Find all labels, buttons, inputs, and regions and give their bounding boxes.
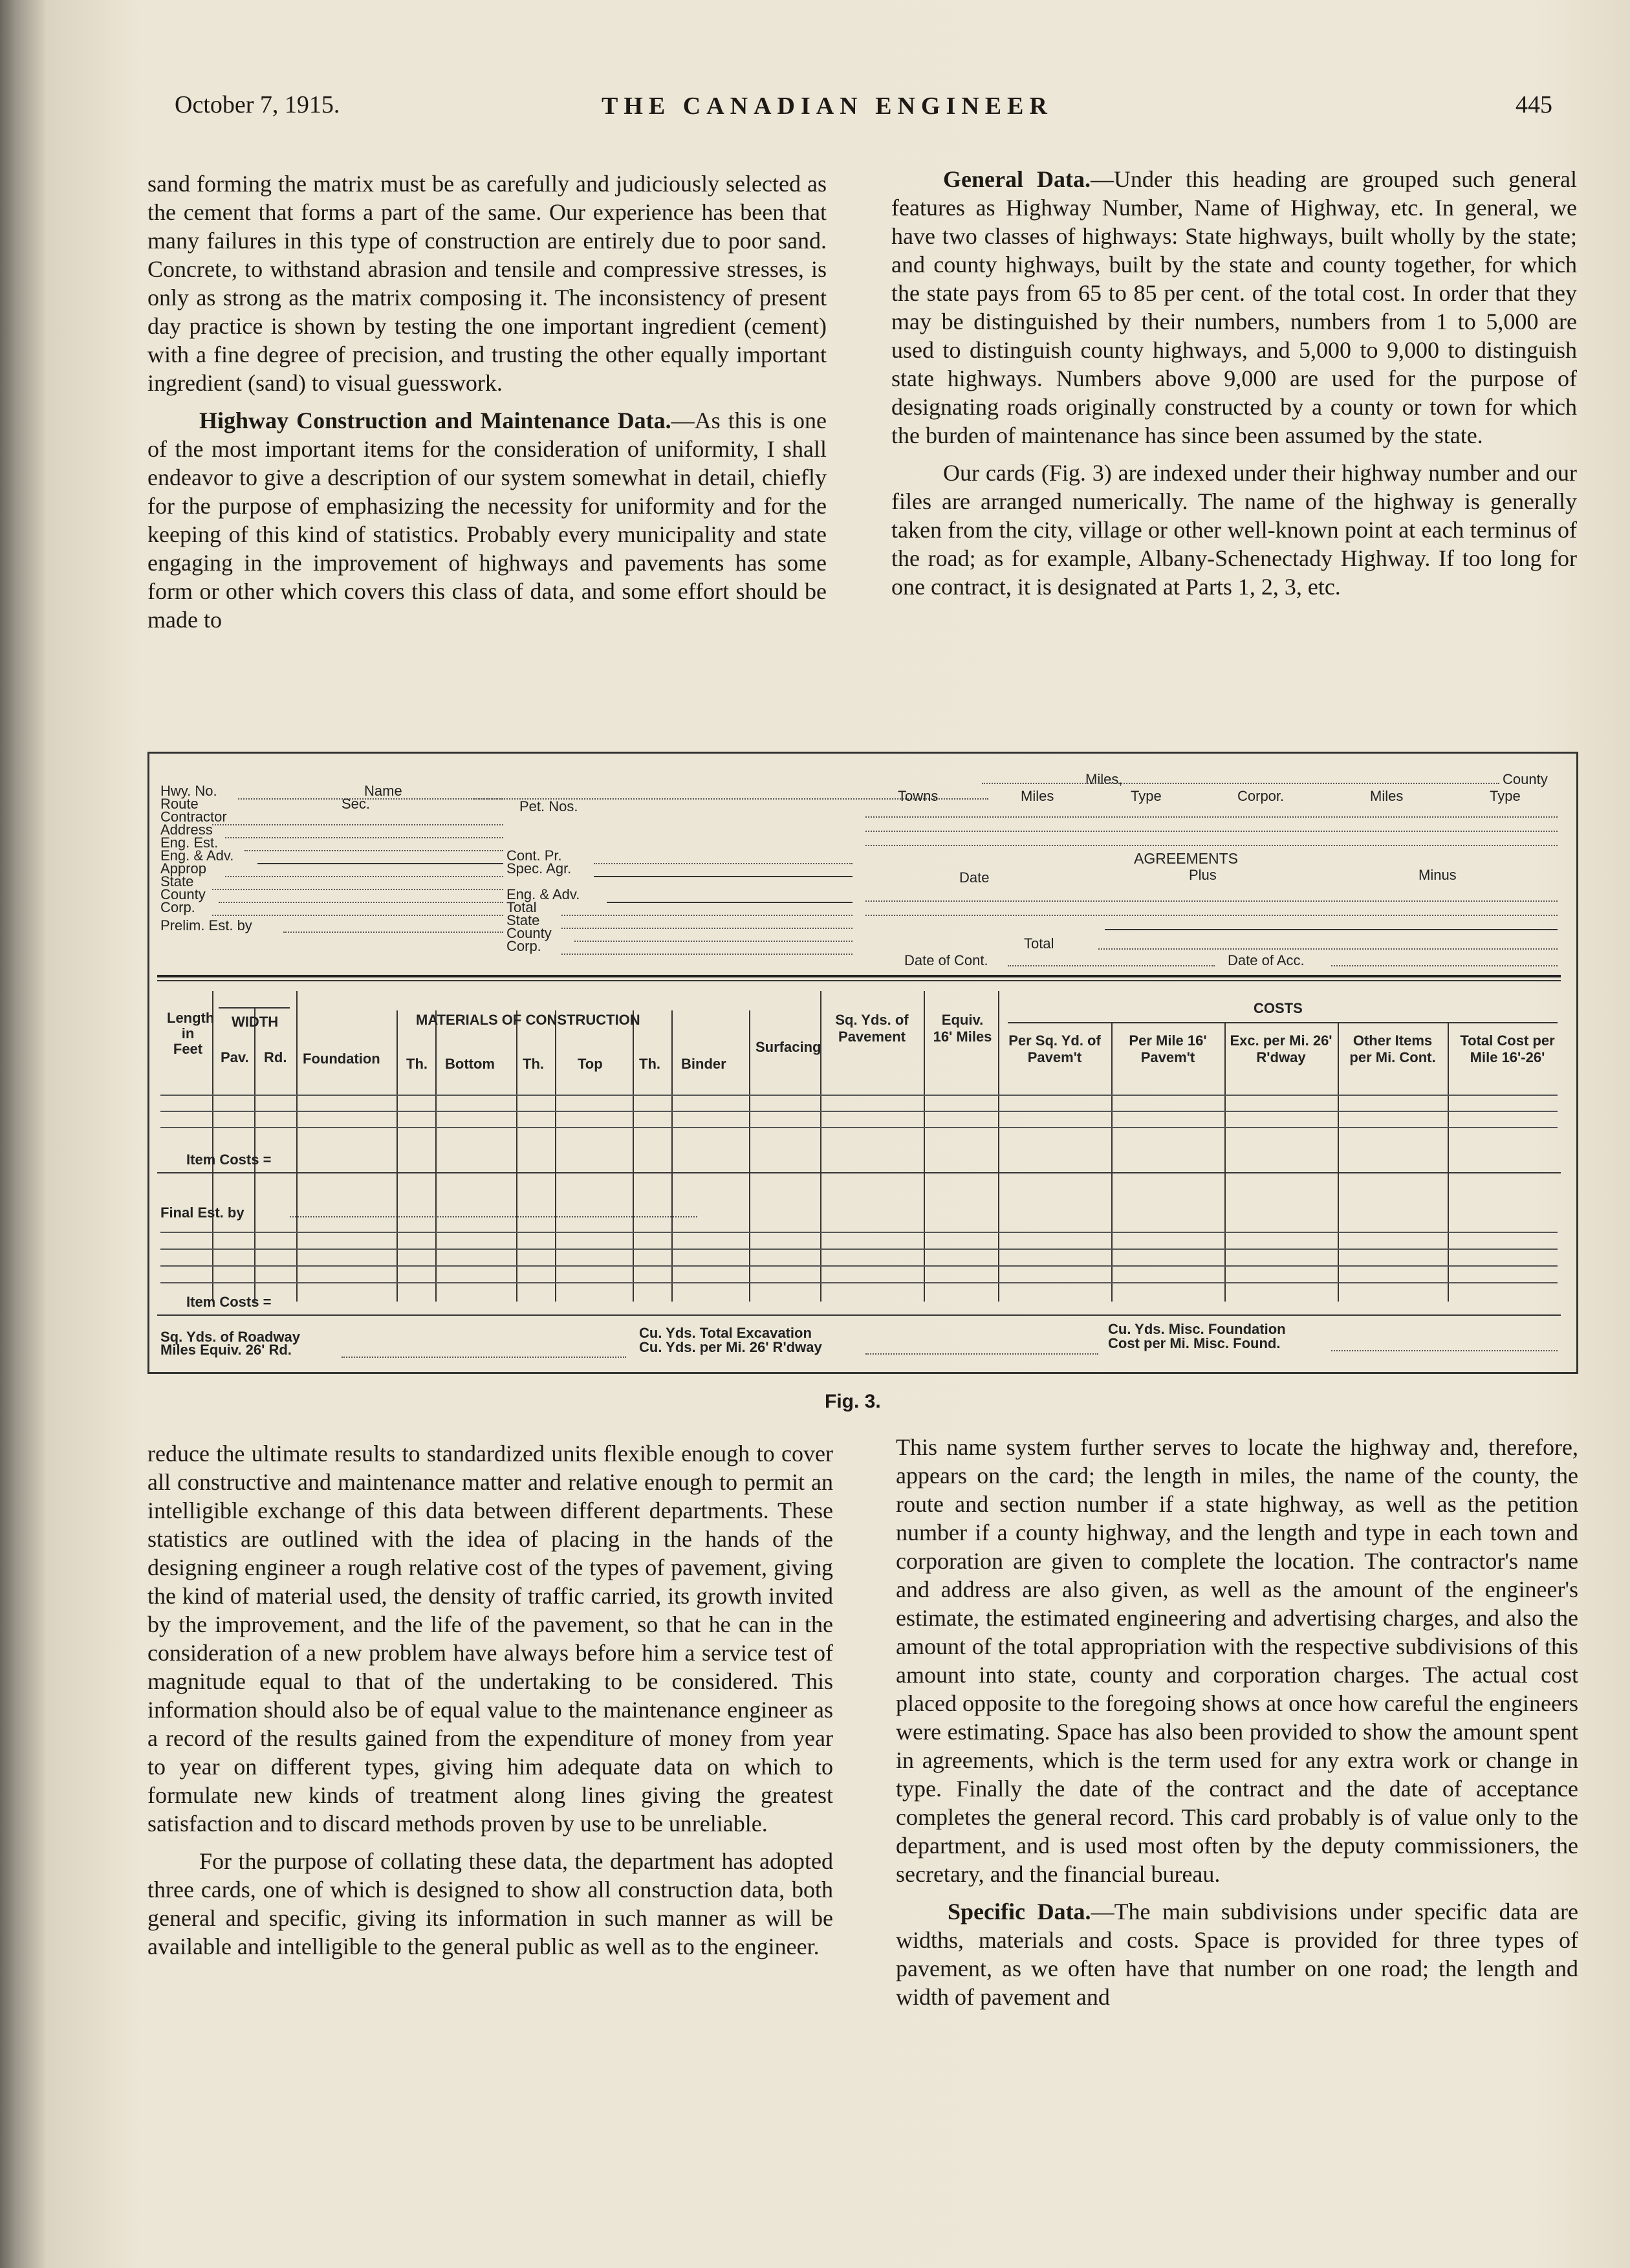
col-costs: COSTS: [1254, 1000, 1303, 1016]
form-label-corp-2: Corp.: [506, 938, 541, 954]
form-label-corp: Corp.: [160, 899, 195, 915]
form-label-miles: Miles: [1021, 788, 1054, 804]
band-rule: [157, 980, 1561, 981]
section-heading: Highway Construction and Maintenance Data.: [199, 408, 671, 433]
form-label-date-of-acc: Date of Acc.: [1228, 952, 1305, 968]
label-cost-per-mi-misc: Cost per Mi. Misc. Found.: [1108, 1335, 1281, 1351]
journal-title: THE CANADIAN ENGINEER: [602, 93, 1053, 120]
page-number: 445: [1516, 91, 1552, 118]
form-label-type: Type: [1131, 788, 1162, 804]
col-total-cost: Total Cost per Mile 16'-26': [1460, 1032, 1555, 1065]
col-width: WIDTH: [232, 1014, 279, 1030]
col-length-in-feet: Length in Feet: [167, 1010, 215, 1057]
column-rule: [1111, 1023, 1113, 1302]
paragraph: This name system further serves to locate the highway and, therefore, appears on the card; the length in miles, the name of the county, the route and section number if a state highway, as well as the petition number if a county highway, and the length and type in each town and corporation are given to complete the location. The contractor's name and address are also given, as well as the amount of the engineer's estimate, the estimated engineering and advertising charges, and also the amount of the total appropriation with the respective subdivisions of this amount into state, county and corporation charges. The actual cost placed opposite to the foregoing shows at once how careful the engineers were estimating. Space has also been provided to show the amount spent in agreements, which is the term used for any extra work or change in type. Finally the date of the contract and the date of acceptance completes the general record. This card probably is of value only to the department, and is used most often by the deputy commissioners, the secretary, and the financial bureau.: [896, 1434, 1578, 1887]
entry-row-line: [160, 1232, 1558, 1233]
band-rule: [157, 1172, 1561, 1173]
right-column-bottom: [896, 1433, 1578, 2011]
label-cu-yds-total-excavation: Cu. Yds. Total Excavation: [639, 1325, 812, 1341]
paragraph: [891, 165, 1577, 450]
fill-line: [865, 831, 1558, 832]
entry-row-line: [160, 1282, 1558, 1283]
form-label-state: State: [160, 873, 194, 889]
col-materials-of-construction: MATERIALS OF CONSTRUCTION: [416, 1012, 640, 1028]
issue-date: October 7, 1915.: [175, 91, 340, 118]
form-label-eng-adv: Eng. & Adv.: [160, 847, 234, 864]
form-label-eng-est: Eng. Est.: [160, 834, 219, 851]
fill-line: [1098, 948, 1558, 950]
paragraph-text: —The main subdivisions under specific data are widths, materials and costs. Space is provided for three types of pavement, as we often have that number on one road; the length and width of pavement and: [896, 1899, 1578, 2010]
book-gutter: [0, 0, 45, 2268]
form-label-eng-adv-2: Eng. & Adv.: [506, 886, 580, 902]
fill-line: [212, 915, 503, 916]
band-rule: [157, 975, 1561, 977]
col-sq-yds-pavement: Sq. Yds. of Pavement: [835, 1012, 909, 1045]
fill-line: [290, 1216, 697, 1217]
left-column-top: [147, 169, 827, 634]
fill-line: [1331, 965, 1558, 966]
col-per-mile: Per Mile 16' Pavem't: [1129, 1032, 1207, 1065]
col-binder: Binder: [681, 1056, 726, 1072]
form-label-type-2: Type: [1490, 788, 1521, 804]
form-label-miles-head: Miles,: [1085, 771, 1123, 787]
fill-line: [574, 941, 853, 942]
item-costs-label: Item Costs =: [186, 1294, 272, 1310]
item-costs-label: Item Costs =: [186, 1151, 272, 1168]
right-column-top: [891, 165, 1577, 601]
form-label-contractor: Contractor: [160, 809, 227, 825]
form-label-address: Address: [160, 822, 213, 838]
fill-line: [865, 816, 1558, 818]
form-label-prelim-est: Prelim. Est. by: [160, 917, 252, 933]
form-label-spec-agr: Spec. Agr.: [506, 860, 572, 877]
band-rule: [157, 1314, 1561, 1316]
fill-line: [257, 863, 503, 864]
col-foundation: Foundation: [303, 1051, 380, 1067]
label-cu-yds-misc-foundation: Cu. Yds. Misc. Foundation: [1108, 1321, 1286, 1337]
col-per-sq-yd: Per Sq. Yd. of Pavem't: [1008, 1032, 1101, 1065]
entry-row-line: [160, 1111, 1558, 1112]
column-rule: [749, 1010, 750, 1302]
fill-line: [283, 932, 503, 933]
form-label-sec: Sec.: [342, 796, 371, 812]
entry-row-line: [160, 1095, 1558, 1096]
final-est-by-label: Final Est. by: [160, 1205, 244, 1221]
fill-line: [865, 845, 1558, 846]
fill-line: [1008, 965, 1215, 966]
label-miles-equiv: Miles Equiv. 26' Rd.: [160, 1342, 292, 1358]
form-label-state-2: State: [506, 912, 540, 928]
form-label-pet-nos: Pet. Nos.: [519, 798, 578, 814]
col-th: Th.: [639, 1056, 660, 1072]
fill-line: [561, 928, 853, 929]
form-label-hwy-no: Hwy. No.: [160, 783, 217, 799]
col-pav: Pav.: [221, 1049, 249, 1065]
col-equiv-miles: Equiv. 16' Miles: [933, 1012, 992, 1045]
fill-line: [865, 915, 1558, 916]
fill-line: [225, 876, 503, 877]
col-other-items: Other Items per Mi. Cont.: [1349, 1032, 1436, 1065]
fill-line: [1331, 1350, 1558, 1351]
label-cu-yds-per-mi: Cu. Yds. per Mi. 26' R'dway: [639, 1339, 822, 1355]
section-heading: General Data.: [943, 166, 1091, 192]
col-surfacing: Surfacing: [755, 1039, 821, 1055]
form-label-county: County: [160, 886, 206, 902]
paragraph-text: —As this is one of the most important items for the consideration of uniformity, I shall endeavor to give a description of our system somewhat in detail, chiefly for the purpose of emphasizing the necessity for uniformity and for the keeping of this kind of statistics. Probably every municipality and state engaging in the improvement of highways and pavements has some form or other which covers this class of data, and some effort should be made to: [147, 408, 827, 633]
paragraph: Our cards (Fig. 3) are indexed under their highway number and our files are arranged numerically. The name of the highway is generally taken from the city, village or other well-known point at each terminus of the road; as for example, Albany-Schenectady Highway. If too long for one contract, it is designated at Parts 1, 2, 3, etc.: [891, 460, 1577, 600]
form-label-approp: Approp: [160, 860, 206, 877]
highway-data-card-form: [147, 752, 1577, 1373]
form-label-towns: Towns: [898, 788, 939, 804]
form-label-total: Total: [506, 899, 537, 915]
col-top: Top: [578, 1056, 603, 1072]
paragraph: reduce the ultimate results to standardized units flexible enough to cover all constructive and maintenance matter and relative enough to permit an intelligible exchange of this data between different departments. These statistics are outlined with the idea of placing in the hands of the designing engineer a rough relative cost of the types of pavement, giving the kind of material used, the density of traffic carried, its growth invited by the improvement, and the life of the pavement, so that he can in the consideration of a new problem have always before him a service test of magnitude equal to that of the undertaking to be considered. This information should also be of equal value to the maintenance engineer as a record of the results gained from the expenditure of money from year to year on different types, giving him adequate data on which to formulate new kinds of treatment along lines giving the greatest satisfaction and to discard methods proven by use to be unreliable.: [147, 1441, 833, 1837]
fill-line: [1105, 929, 1558, 930]
paragraph: [147, 406, 827, 634]
column-rule: [555, 1010, 556, 1302]
col-rd: Rd.: [264, 1049, 287, 1065]
column-rule: [1448, 1023, 1449, 1302]
column-rule: [998, 991, 999, 1302]
form-label-county-head: County: [1503, 771, 1548, 787]
fill-line: [594, 876, 853, 877]
fill-line: [607, 902, 853, 903]
figure-caption: Fig. 3.: [825, 1391, 881, 1412]
entry-row-line: [160, 1248, 1558, 1250]
fill-line: [561, 954, 853, 955]
fill-line: [212, 889, 503, 890]
col-bottom: Bottom: [445, 1056, 495, 1072]
col-exc-per-mi: Exc. per Mi. 26' R'dway: [1230, 1032, 1332, 1065]
form-label-county-2: County: [506, 925, 552, 941]
form-label-miles-2: Miles: [1370, 788, 1404, 804]
col-th: Th.: [406, 1056, 428, 1072]
entry-row-line: [160, 1265, 1558, 1267]
column-rule: [212, 991, 213, 1302]
label-sq-yds-roadway: Sq. Yds. of Roadway: [160, 1329, 300, 1345]
column-rule: [296, 991, 298, 1302]
section-heading: Specific Data.: [948, 1899, 1091, 1925]
fill-line: [212, 824, 503, 825]
paragraph: For the purpose of collating these data, the department has adopted three cards, one of which is designed to show all construction data, both general and specific, giving its information in such manner as will be available and intelligible to the general public as well as to the engineer.: [147, 1848, 833, 1959]
form-label-route: Route: [160, 796, 199, 812]
form-label-date-of-cont: Date of Cont.: [904, 952, 988, 968]
entry-row-line: [160, 1127, 1558, 1128]
fill-line: [225, 837, 503, 838]
form-label-minus: Minus: [1418, 867, 1457, 883]
column-rule: [1338, 1023, 1339, 1302]
column-rule: [671, 1010, 673, 1302]
column-rule: [397, 1010, 398, 1302]
fill-line: [982, 783, 1499, 784]
col-th: Th.: [523, 1056, 544, 1072]
fill-line: [342, 1357, 626, 1358]
column-rule: [1224, 1023, 1226, 1302]
column-rule: [924, 991, 925, 1302]
form-label-date: Date: [959, 869, 990, 886]
fill-line: [865, 900, 1558, 902]
form-label-corpor: Corpor.: [1237, 788, 1285, 804]
paragraph: [896, 1897, 1578, 2011]
form-heading-agreements: AGREEMENTS: [1134, 850, 1239, 867]
left-column-bottom: [147, 1439, 833, 1961]
column-rule: [633, 1010, 634, 1302]
fill-line: [244, 850, 503, 851]
paragraph-text: —Under this heading are grouped such general features as Highway Number, Name of Highway, etc. In general, we have two classes of highways: State highways, built wholly by the state; and county highways, built by the state and county together, for which the state pays from 65 to 85 per cent. of the total cost. In order that they may be distinguished by their numbers, numbers from 1 to 5,000 are used to distinguish county highways, and 5,000 to 9,000 to distinguish state highways. Numbers above 9,000 are used for the purpose of designating roads originally constructed by a county or town for which the burden of maintenance has since been assumed by the state.: [891, 166, 1578, 448]
paragraph: sand forming the matrix must be as carefully and judiciously selected as the cement that forms a part of the same. Our experience has been that many failures in this type of construction are entirely due to poor sand. Concrete, to withstand abrasion and tensile and compressive stresses, is only as strong as the matrix composing it. The inconsistency of present day practice is shown by testing the one important ingredient (cement) with a fine degree of precision, and trusting the other equally important ingredient (sand) to visual guesswork.: [147, 171, 827, 396]
form-label-name: Name: [364, 783, 402, 799]
form-label-plus: Plus: [1189, 867, 1217, 883]
fill-line: [865, 1353, 1098, 1355]
column-rule: [516, 1010, 517, 1302]
form-label-agreements-total: Total: [1024, 935, 1054, 952]
running-head: [175, 91, 1552, 123]
fill-line: [561, 915, 853, 916]
group-rule: [1008, 1022, 1558, 1023]
column-rule: [435, 1010, 437, 1302]
column-rule: [820, 991, 821, 1302]
form-label-cont-pr: Cont. Pr.: [506, 847, 562, 864]
fill-line: [594, 863, 853, 864]
group-rule: [219, 1007, 290, 1009]
fill-line: [219, 902, 503, 903]
